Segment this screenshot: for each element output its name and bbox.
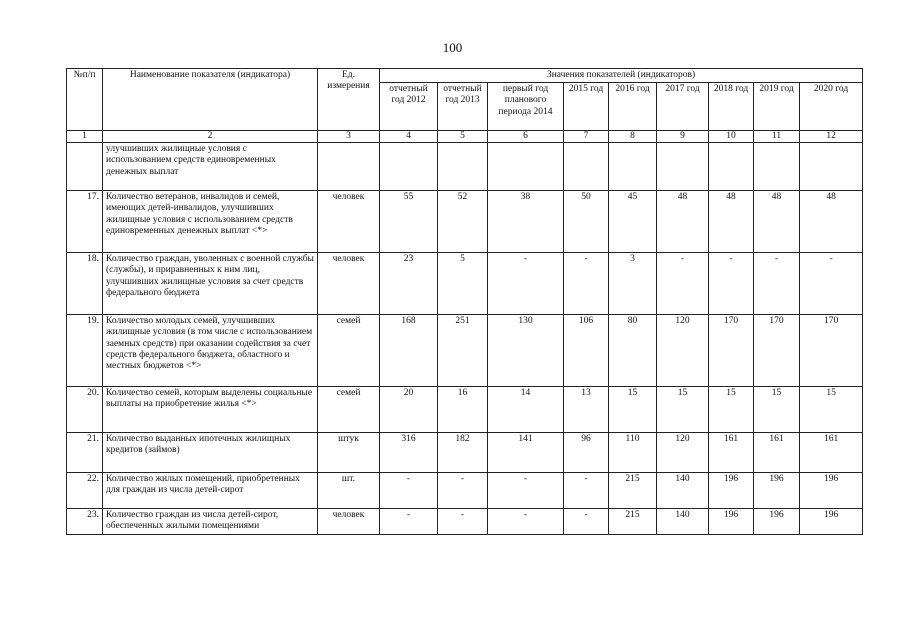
column-number-5: 5: [438, 131, 488, 143]
indicator-value: 52: [438, 191, 488, 253]
indicator-value: 15: [709, 387, 754, 433]
page-number: 100: [442, 40, 463, 55]
indicator-value: [438, 143, 488, 191]
indicator-value: 5: [438, 253, 488, 315]
indicator-value: 170: [754, 315, 800, 387]
indicator-value: 161: [754, 433, 800, 473]
indicator-name: Количество ветеранов, инвалидов и семей, имеющих детей-инвалидов, улучшивших жилищные условия с использованием средств единовременных денежных выплат <*>: [103, 191, 318, 253]
indicator-value: 48: [709, 191, 754, 253]
row-number: 23.: [67, 509, 103, 534]
indicator-value: -: [564, 253, 609, 315]
indicator-value: -: [564, 509, 609, 534]
indicator-value: 110: [609, 433, 657, 473]
column-number-7: 7: [564, 131, 609, 143]
indicator-value: 120: [657, 315, 709, 387]
column-number-1: 1: [67, 131, 103, 143]
row-number: 20.: [67, 387, 103, 433]
indicator-value: 15: [609, 387, 657, 433]
indicator-value: 196: [754, 509, 800, 534]
indicator-value: [564, 143, 609, 191]
header-row-top: [67, 69, 863, 83]
indicator-value: 16: [438, 387, 488, 433]
row-number: [67, 143, 103, 191]
indicator-value: [488, 143, 564, 191]
table-row: [67, 509, 863, 534]
indicator-value: 251: [438, 315, 488, 387]
indicator-name: Количество семей, которым выделены социальные выплаты на приобретение жилья <*>: [103, 387, 318, 433]
header-year-8: 2020 год: [800, 83, 863, 131]
header-year-1: отчетный год 2013: [438, 83, 488, 131]
row-number: 22.: [67, 473, 103, 509]
header-no: №п/п: [67, 69, 103, 131]
indicator-value: 15: [754, 387, 800, 433]
table-row: [67, 253, 863, 315]
indicator-value: 130: [488, 315, 564, 387]
indicator-value: 48: [754, 191, 800, 253]
indicator-value: 170: [800, 315, 863, 387]
indicator-name: Количество граждан из числа детей-сирот, обеспеченных жилыми помещениями: [103, 509, 318, 534]
unit-of-measure: семей: [318, 315, 380, 387]
unit-of-measure: человек: [318, 191, 380, 253]
table-row: [67, 473, 863, 509]
indicator-value: 48: [657, 191, 709, 253]
indicator-value: 316: [380, 433, 438, 473]
indicator-value: 106: [564, 315, 609, 387]
indicator-value: 20: [380, 387, 438, 433]
indicator-name: Количество жилых помещений, приобретенных для граждан из числа детей-сирот: [103, 473, 318, 509]
table-row: [67, 191, 863, 253]
indicator-value: 196: [800, 473, 863, 509]
header-year-5: 2017 год: [657, 83, 709, 131]
indicator-value: 215: [609, 509, 657, 534]
indicator-value: 140: [657, 509, 709, 534]
indicator-value: -: [709, 253, 754, 315]
header-unit: Ед. измерения: [318, 69, 380, 131]
indicator-value: -: [754, 253, 800, 315]
indicator-value: [657, 143, 709, 191]
indicator-value: 96: [564, 433, 609, 473]
column-numbers-row: [67, 131, 863, 143]
indicator-value: -: [564, 473, 609, 509]
indicator-name: Количество граждан, уволенных с военной службы (службы), и приравненных к ним лиц, улучшивших жилищные условия за счет средств федерального бюджета: [103, 253, 318, 315]
indicator-value: -: [488, 473, 564, 509]
indicator-value: 13: [564, 387, 609, 433]
column-number-6: 6: [488, 131, 564, 143]
row-number: 17.: [67, 191, 103, 253]
indicator-value: 38: [488, 191, 564, 253]
indicator-value: 55: [380, 191, 438, 253]
header-name: Наименование показателя (индикатора): [103, 69, 318, 131]
unit-of-measure: человек: [318, 509, 380, 534]
indicator-value: [609, 143, 657, 191]
column-number-11: 11: [754, 131, 800, 143]
indicator-value: 80: [609, 315, 657, 387]
indicator-value: 45: [609, 191, 657, 253]
indicator-value: -: [800, 253, 863, 315]
row-number: 21.: [67, 433, 103, 473]
indicators-table: [66, 68, 863, 535]
indicator-value: -: [488, 253, 564, 315]
indicator-value: -: [380, 509, 438, 534]
header-year-4: 2016 год: [609, 83, 657, 131]
indicator-value: -: [438, 473, 488, 509]
indicator-value: 196: [709, 473, 754, 509]
unit-of-measure: [318, 143, 380, 191]
column-number-10: 10: [709, 131, 754, 143]
indicator-value: 196: [800, 509, 863, 534]
indicator-value: 48: [800, 191, 863, 253]
unit-of-measure: человек: [318, 253, 380, 315]
column-number-8: 8: [609, 131, 657, 143]
header-values-group: Значения показателей (индикаторов): [380, 69, 863, 83]
indicator-value: 161: [709, 433, 754, 473]
table-row: [67, 387, 863, 433]
indicator-value: 14: [488, 387, 564, 433]
indicator-value: 215: [609, 473, 657, 509]
header-year-7: 2019 год: [754, 83, 800, 131]
table-row: [67, 143, 863, 191]
indicator-value: -: [488, 509, 564, 534]
indicator-value: 196: [709, 509, 754, 534]
indicator-name: Количество молодых семей, улучшивших жилищные условия (в том числе с использованием заемных средств) при оказании содействия за счет средств федерального бюджета, областного и местных бюджетов <*>: [103, 315, 318, 387]
indicator-value: 141: [488, 433, 564, 473]
indicator-value: [800, 143, 863, 191]
unit-of-measure: шт.: [318, 473, 380, 509]
column-number-12: 12: [800, 131, 863, 143]
header-year-2: первый год планового периода 2014: [488, 83, 564, 131]
header-year-3: 2015 год: [564, 83, 609, 131]
row-number: 18.: [67, 253, 103, 315]
indicator-value: 15: [800, 387, 863, 433]
indicator-value: 170: [709, 315, 754, 387]
table-row: [67, 315, 863, 387]
indicator-value: [709, 143, 754, 191]
indicator-value: 23: [380, 253, 438, 315]
indicator-value: 3: [609, 253, 657, 315]
indicator-value: -: [657, 253, 709, 315]
indicator-value: 182: [438, 433, 488, 473]
indicator-value: 120: [657, 433, 709, 473]
column-number-4: 4: [380, 131, 438, 143]
indicator-value: 196: [754, 473, 800, 509]
indicator-value: 168: [380, 315, 438, 387]
indicator-value: -: [380, 473, 438, 509]
indicator-value: 15: [657, 387, 709, 433]
column-number-9: 9: [657, 131, 709, 143]
header-year-6: 2018 год: [709, 83, 754, 131]
row-number: 19.: [67, 315, 103, 387]
column-number-3: 3: [318, 131, 380, 143]
header-year-0: отчетный год 2012: [380, 83, 438, 131]
indicator-name: улучшивших жилищные условия с использованием средств единовременных денежных выплат: [103, 143, 318, 191]
indicator-value: -: [438, 509, 488, 534]
unit-of-measure: штук: [318, 433, 380, 473]
table-row: [67, 433, 863, 473]
column-number-2: 2: [103, 131, 318, 143]
indicator-value: 161: [800, 433, 863, 473]
indicator-name: Количество выданных ипотечных жилищных кредитов (займов): [103, 433, 318, 473]
indicator-value: [380, 143, 438, 191]
unit-of-measure: семей: [318, 387, 380, 433]
indicator-value: [754, 143, 800, 191]
indicator-value: 140: [657, 473, 709, 509]
indicator-value: 50: [564, 191, 609, 253]
